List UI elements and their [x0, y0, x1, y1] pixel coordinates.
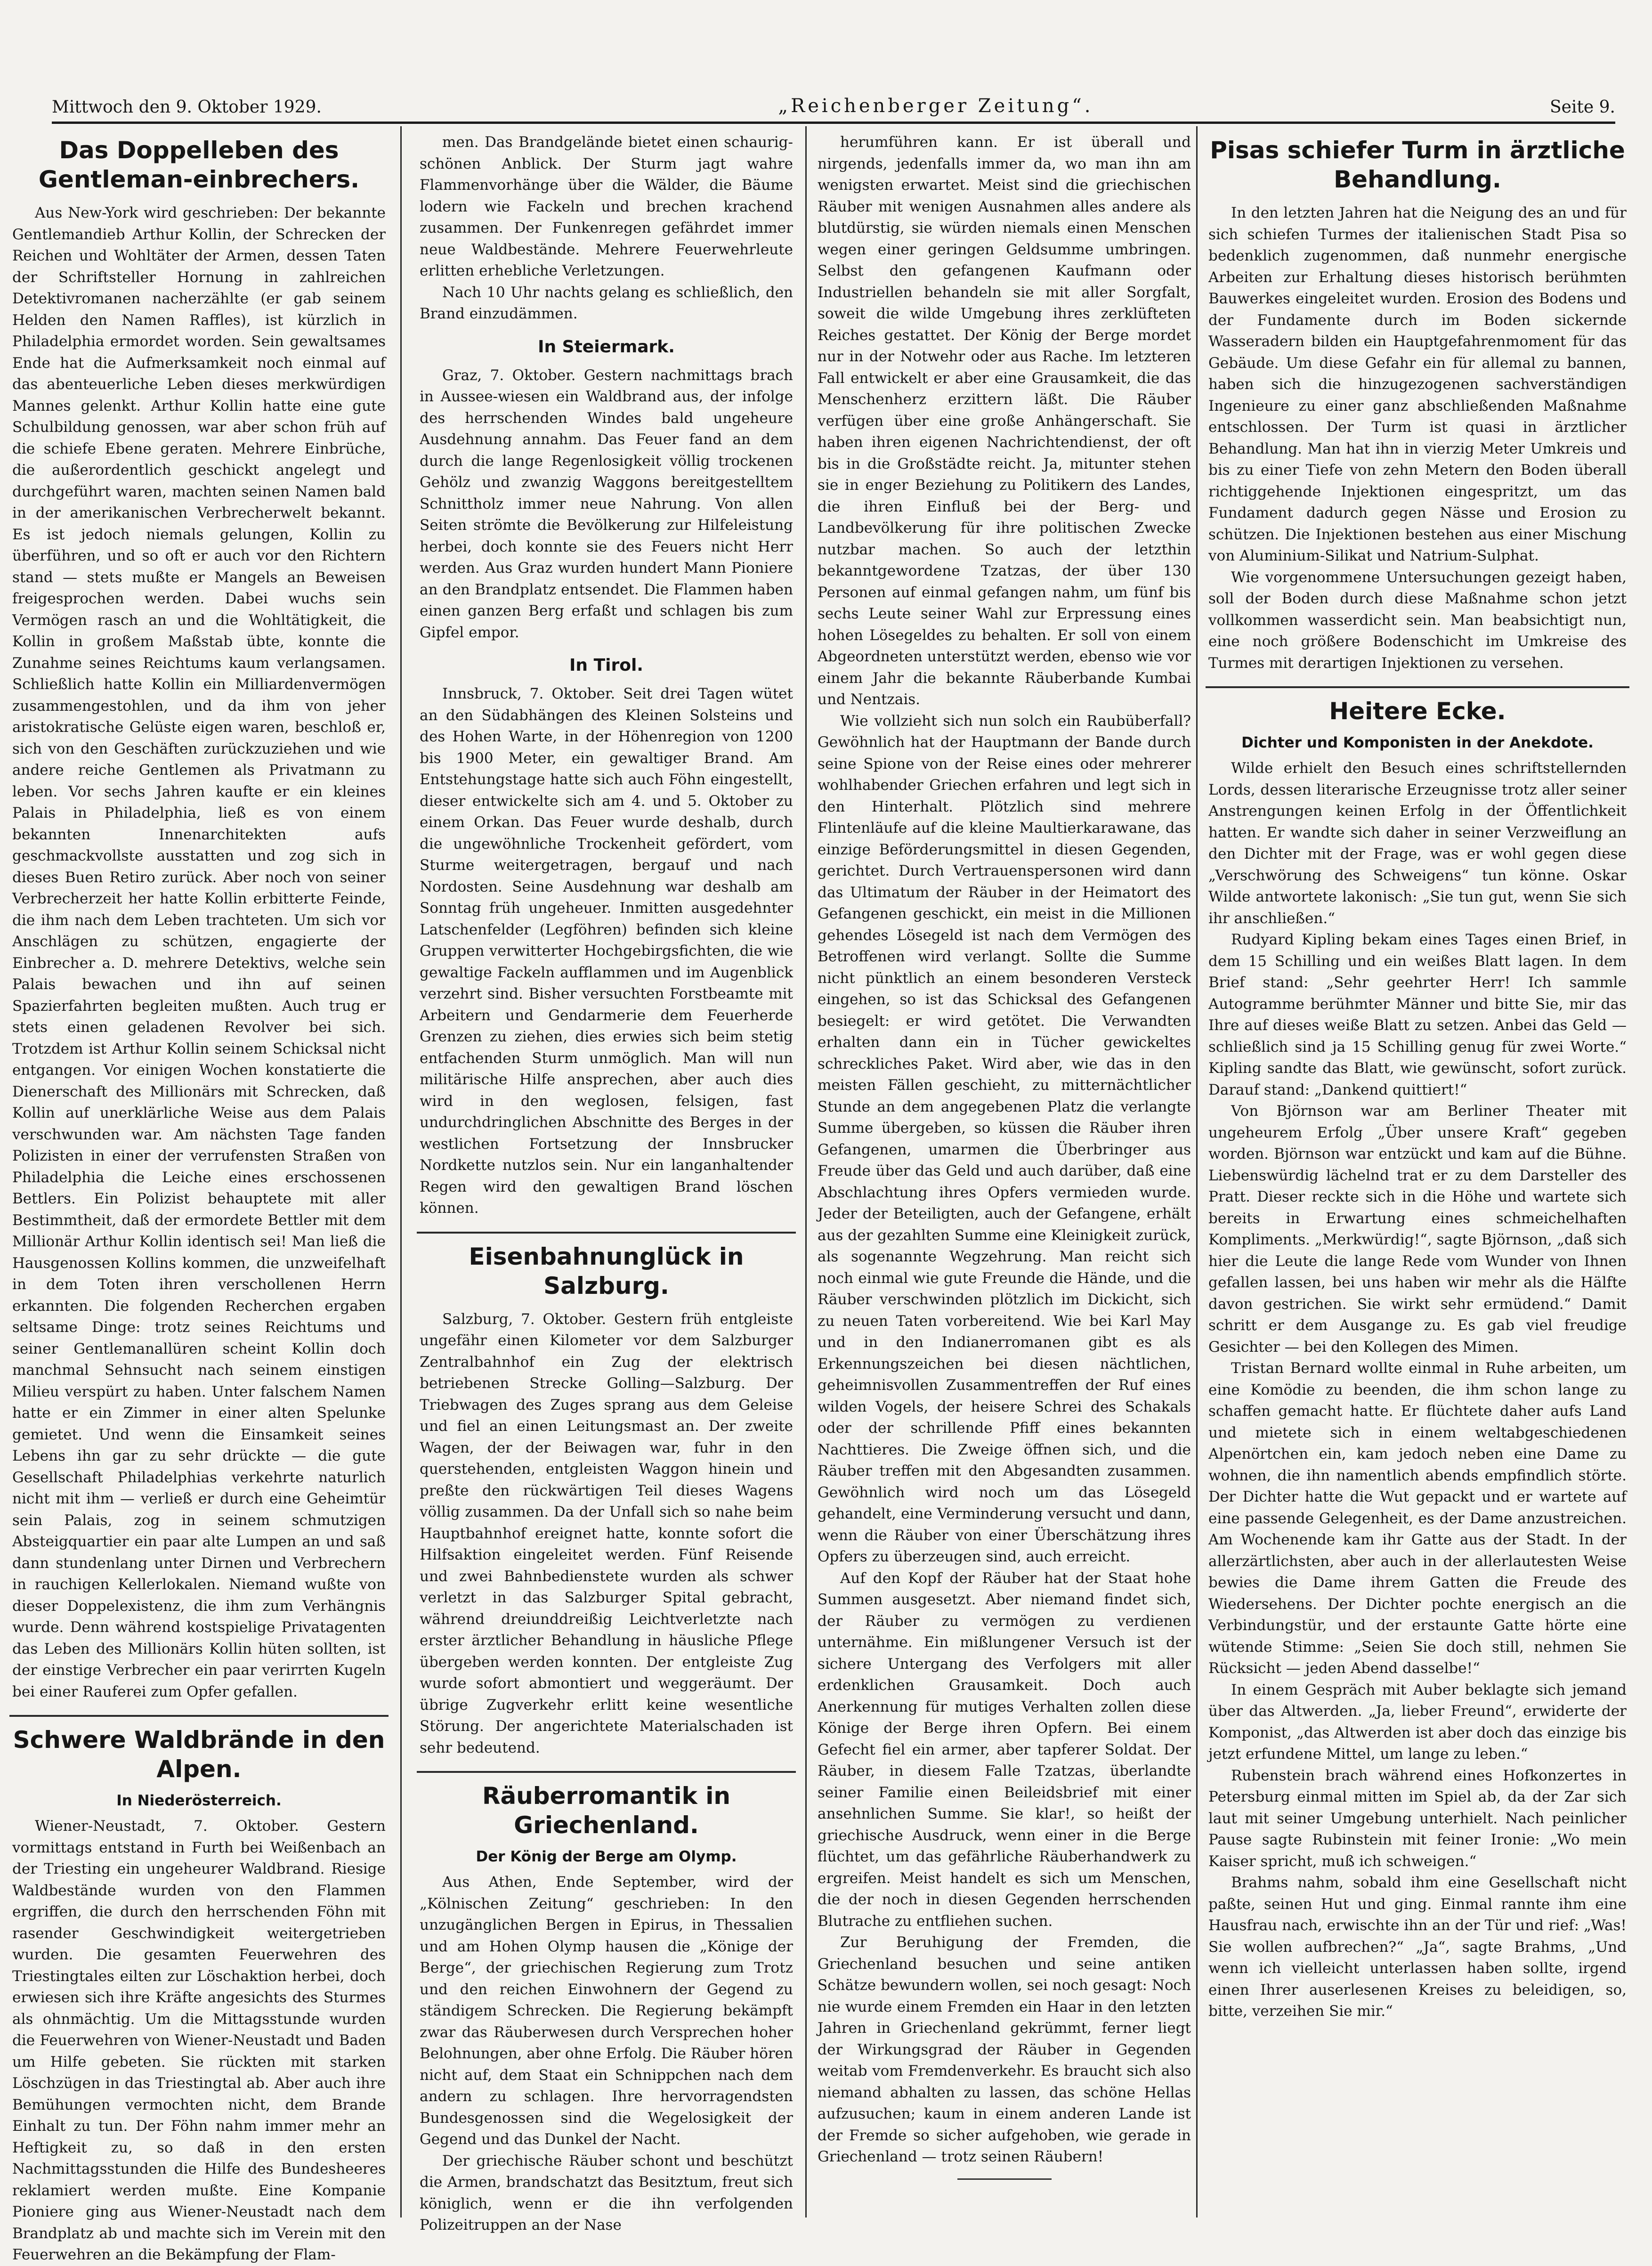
column-rule-3: [1196, 126, 1198, 2217]
header-masthead: „Reichenberger Zeitung“.: [778, 95, 1093, 117]
article-paragraph: men. Das Brandgelände bietet einen schaurig-schönen Anblick. Der Sturm jagt wahre Flammenvorhänge über die Wälder, die Bäume lodern wie Fackeln und brechen krachend zusammen. Der Funkenregen gefährdet immer neue Waldbestände. Mehrere Feuerwehrleute erlitten erhebliche Verletzungen.: [420, 134, 793, 279]
article-paragraph: Graz, 7. Oktober. Gestern nachmittags brach in Aussee-wiesen ein Waldbrand aus, der infolge des herrschenden Windes bald ungeheure Ausdehnung annahm. Das Feuer fand an dem durch die lange Regenlosigkeit völlig trockenen Gehölz und zwanzig Waggons bereitgestelltem Schnittholz immer neue Nahrung. Von allen Seiten strömte die Bevölkerung zur Hilfeleistung herbei, doch konnte sie des Feuers nicht Herr werden. Aus Graz wurden hundert Mann Pioniere an den Brandplatz entsendet. Die Flammen haben einen ganzen Berg erfaßt und schlagen bis zum Gipfel empor.: [420, 366, 793, 641]
article-subtitle: Dichter und Komponisten in der Anekdote.: [1241, 734, 1594, 751]
section-subheading: In Niederösterreich.: [116, 1792, 282, 1809]
article-paragraph: Rudyard Kipling bekam eines Tages einen Brief, in dem 15 Schilling und ein weißes Blatt lagen. In dem Brief stand: „Sehr geehrter Herr! Ich sammle Autogramme berühmter Männer und bitte Sie, mir das Ihre auf dieses weiße Blatt zu setzen. Anbei das Geld — schließlich sind ja 15 Schilling genug für zwei Worte.“ Kipling sandte das Blatt, wie gewünscht, sofort zurück. Darauf stand: „Dankend quittiert!“: [1208, 931, 1627, 1098]
header-rule: [52, 122, 1615, 124]
article-paragraph: Auf den Kopf der Räuber hat der Staat hohe Summen ausgesetzt. Aber niemand findet sich, der Räuber zu vermögen zu verdienen unternähme. Ein mißlungener Versuch ist der sichere Untergang des Verfolgers mit aller erdenklichen Grausamkeit. Doch auch Anerkennung für mutiges Verhalten zollen diese Könige der Berge ihren Opfern. Bei einem Gefecht fiel ein armer, aber tapferer Soldat. Der Räuber, in diesem Falle Tzatzas, überlandte seiner Familie einen Beileidsbrief mit einer ansehnlichen Summe. Sie klar!, so heißt der griechische Ausdruck, wenn einer in die Berge flüchtet, um das gefährliche Räuberhandwerk zu ergreifen. Meist handelt es sich um Menschen, die der noch in diesen Gegenden herrschenden Blutrache zu entfliehen suchen.: [818, 1569, 1191, 1930]
article-paragraph: Der griechische Räuber schont und beschützt die Armen, brandschatzt das Besitztum, freut sich königlich, wenn er die ihn verfolgenden Polizeitruppen an der Nase: [420, 2152, 793, 2234]
article-title: Heitere Ecke.: [1329, 698, 1506, 725]
article-paragraph: Tristan Bernard wollte einmal in Ruhe arbeiten, um eine Komödie zu beenden, die ihm schon lange zu schaffen gemacht hatte. Er flüchtete daher aufs Land und mietete sich in einem weltabgeschiedenen Alpenörtchen ein, kam jedoch neben eine Dame zu wohnen, die ihn namentlich abends empfindlich störte. Der Dichter hatte die Wut gepackt und er wartete auf eine passende Gelegenheit, es der Dame anzustreichen. Am Wochenende kam ihr Gatte aus der Stadt. In der allerzärtlichsten, aber auch in der allerlautesten Weise bewies die Dame ihrem Gatten die Freude des Wiedersehens. Der Dichter pochte energisch an die Verbindungstür, und der erstaunte Gatte hörte eine wütende Stimme: „Seien Sie doch still, nehmen Sie Rücksicht — jeden Abend dasselbe!“: [1208, 1360, 1627, 1677]
article-subtitle: Der König der Berge am Olymp.: [476, 1848, 737, 1865]
article-title: Das Doppelleben des Gentleman-einbrechers.: [38, 137, 360, 193]
article-paragraph: herumführen kann. Er ist überall und nirgends, jedenfalls immer da, wo man ihn am wenigsten erwartet. Meist sind die griechischen Räuber mit wenigen Ausnahmen alles andere als blutdürstig, sie würden niemals einen Menschen wegen einer geringen Geldsumme umbringen. Selbst den gefangenen Kaufmann oder Industriellen behandeln sie mit aller Sorgfalt, soweit die wilde Umgebung ihres zerklüfteten Reiches gestattet. Der König der Berge mordet nur in der Notwehr oder aus Rache. Im letzteren Fall entwickelt er aber eine Grausamkeit, die das Menschenherz erzittern läßt. Die Räuber verfügen über eine große Anhängerschaft. Sie haben ihren eigenen Nachrichtendienst, der oft bis in die Großstädte reicht. Ja, mitunter stehen sie in enger Beziehung zu Politikern des Landes, die ihren Einfluß bei der Berg- und Landbevölkerung für ihre politischen Zwecke nutzbar machen. So auch der letzthin bekanntgewordene Tzatzas, der über 130 Personen auf einmal gefangen nahm, um fünf bis sechs Leute seiner Wahl zur Erpressung eines hohen Lösegeldes zu behalten. Er soll von einem Abgeordneten unterstützt werden, ebenso wie vor einem Jahr die bekannte Räuberbande Kumbai und Nentzais.: [818, 134, 1191, 708]
section-subheading: In Steiermark.: [538, 337, 675, 357]
header-date: Mittwoch den 9. Oktober 1929.: [52, 97, 322, 117]
article-divider: [9, 1715, 389, 1717]
article-divider: [417, 1771, 796, 1773]
article-title: Schwere Waldbrände in den Alpen.: [13, 1726, 385, 1783]
column-rule-2: [805, 126, 807, 2217]
page-header: [52, 84, 1615, 117]
article-paragraph: Innsbruck, 7. Oktober. Seit drei Tagen wütet an den Südabhängen des Kleinen Solsteins und des Hohen Warte, in der Höhenregion von 1200 bis 1900 Meter, ein gewaltiger Brand. Am Entstehungstage hatte sich auch Föhn eingestellt, dieser entwickelte sich am 4. und 5. Oktober zu einem Orkan. Das Feuer wurde deshalb, durch die ungewöhnliche Trockenheit gefördert, vom Sturme weitergetragen, bergauf und nach Nordosten. Seine Ausdehnung war deshalb am Sonntag früh ungeheuer. Inmitten ausgedehnter Latschenfelder (Legföhren) befinden sich kleine Gruppen verwitterter Hochgebirgsfichten, die wie gewaltige Fackeln aufflammen und im Augenblick verzehrt sind. Bisher versuchten Forstbeamte mit Arbeitern und Gendarmerie dem Feuerherde Grenzen zu ziehen, dies erwies sich beim stetig entfachenden Sturm unmöglich. Man will nun militärische Hilfe ansprechen, aber auch dies wird in den weglosen, felsigen, fast undurchdringlichen Abschnitte des Berges in der westlichen Fortsetzung der Innsbrucker Nordkette nutzlos sein. Nur ein langanhaltender Regen wird den gewaltigen Brand löschen können.: [420, 685, 793, 1217]
article-paragraph: Nach 10 Uhr nachts gelang es schließlich, den Brand einzudämmen.: [420, 284, 793, 322]
column-rule-1: [400, 126, 402, 2217]
article-paragraph: In den letzten Jahren hat die Neigung des an und für sich schiefen Turmes der italienischen Stadt Pisa so bedenklich zugenommen, daß nunmehr energische Arbeiten zur Erhaltung dieses historisch berühmten Bauwerkes eingeleitet wurden. Erosion des Bodens und der Fundamente durch im Boden sickernde Wasseradern bilden ein Hauptgefahrenmoment für das Gebäude. Um diese Gefahr ein für allemal zu bannen, haben sich die hinzugezogenen sachverständigen Ingenieure zu einer ganz abschließenden Maßnahme entschlossen. Der Turm ist quasi in ärztlicher Behandlung. Man hat ihn in vierzig Meter Umkreis und bis zu einer Tiefe von zehn Metern den Boden überall richtiggehende Injektionen eingespritzt, um das Fundament dadurch gegen Nässe und Erosion zu schützen. Die Injektionen bestehen aus einer Mischung von Aluminium-Silikat und Natrium-Sulphat.: [1208, 204, 1627, 564]
article-paragraph: Wie vollzieht sich nun solch ein Raubüberfall? Gewöhnlich hat der Hauptmann der Bande durch seine Spione von der Reise eines oder mehrerer wohlhabender Griechen erfahren und legt sich in den Hinterhalt. Plötzlich sind mehrere Flintenläufe auf die kleine Maultierkarawane, das einzige Beförderungsmittel in diesen Gegenden, gerichtet. Durch Vertrauenspersonen wird dann das Ultimatum der Räuber in der Heimatort des Gefangenen geschickt, ein meist in die Millionen gehendes Lösegeld ist nach dem Vermögen des Betroffenen wird verlangt. Sollte die Summe nicht pünktlich an einem besonderen Versteck eingehen, so ist das Schicksal des Gefangenen besiegelt: er wird getötet. Die Verwandten erhalten dann ein in Tücher gewickeltes schreckliches Paket. Wird aber, wie das in den meisten Fällen geschieht, zu mitternächtlicher Stunde an dem angegebenen Platz die verlangte Summe übergeben, so küssen die Räuber ihren Gefangenen, umarmen die Überbringer aus Freude über das Geld und auch darüber, daß eine Abschlachtung ihres Opfers vermieden wurde. Jeder der Beteiligten, auch der Gefangene, erhält aus der gezahlten Summe eine Kleinigkeit zurück, als sogenannte Wegzehrung. Man reicht sich noch einmal wie gute Freunde die Hände, und die Räuber verschwinden plötzlich im Dickicht, sich zu neuen Taten vorbereitend. Wie bei Karl May und in den Indianerromanen gibt es als Erkennungszeichen bei diesen nächtlichen, geheimnisvollen Zusammentreffen der Ruf eines wilden Vogels, der heisere Schrei des Schakals oder der schrillende Pfiff eines bekannten Nachttieres. Die Zweige öffnen sich, und die Räuber treffen mit den Abgesandten zusammen. Gewöhnlich wird noch um das Lösegeld gehandelt, eine Verminderung versucht und dann, wenn die Räuber von einer Überschätzung ihres Opfers zu überzeugen sind, auch erreicht.: [818, 712, 1191, 1565]
column-3: [815, 126, 1194, 2217]
article-title: Räuberromantik in Griechenland.: [482, 1782, 731, 1839]
article-paragraph: Von Björnson war am Berliner Theater mit ungeheurem Erfolg „Über unsere Kraft“ gegeben worden. Björnson war entzückt und kam auf die Bühne. Liebenswürdig lächelnd trat er zu dem Darsteller des Pratt. Dieser reckte sich in die Höhe und wartete sich bereits in Erwartung eines schmeichelhaften Kompliments. „Merkwürdig!“, sagte Björnson, „daß sich hier die Leute die lange Rede vom Wunder von Ihnen gefallen lassen, bei uns haben wir mehr als die Hälfte davon gestrichen. Sie wirkt sehr ermüdend.“ Damit schritt er dem Ausgange zu. Es gab viel freudige Gesichter — bei den Kollegen des Mimen.: [1208, 1103, 1627, 1356]
section-subheading: In Tirol.: [569, 656, 643, 675]
article-divider: [1206, 686, 1629, 688]
article-paragraph: Wilde erhielt den Besuch eines schriftstellernden Lords, dessen literarische Erzeugnisse trotz aller seiner Anstrengungen keinen Erfolg in der Öffentlichkeit hatten. Er wandte sich daher in seiner Verzweiflung an den Dichter mit der Frage, was er wohl gegen diese „Verschwörung des Schweigens“ tun könne. Oskar Wilde antwortete lakonisch: „Sie tun gut, wenn Sie sich ihr anschließen.“: [1208, 760, 1627, 927]
article-paragraph: In einem Gespräch mit Auber beklagte sich jemand über das Altwerden. „Ja, lieber Freund“, erwiderte der Komponist, „das Altwerden ist aber doch das einzige bis jetzt erfundene Mittel, um lange zu leben.“: [1208, 1681, 1627, 1762]
header-page-number: Seite 9.: [1549, 97, 1615, 117]
end-of-article-rule: [957, 2178, 1052, 2180]
column-2: [417, 126, 796, 2234]
article-paragraph: Salzburg, 7. Oktober. Gestern früh entgleiste ungefähr einen Kilometer vor dem Salzburger Zentralbahnhof ein Zug der elektrisch betriebenen Strecke Golling—Salzburg. Der Triebwagen des Zuges sprang aus dem Geleise und fiel an einen Leitungsmast an. Der zweite Wagen, der der Beiwagen war, fuhr in den querstehenden, entgleisten Waggon hinein und preßte den rückwärtigen Teil dieses Wagens völlig zusammen. Da der Unfall sich so nahe beim Hauptbahnhof ereignet hatte, konnte sofort die Hilfsaktion eingeleitet werden. Fünf Reisende und zwei Bahnbedienstete wurden als schwer verletzt in das Salzburger Spital gebracht, während dreiunddreißig Leichtverletzte nach erster ärztlicher Behandlung in häusliche Pflege übergeben werden konnten. Der entgleiste Zug wurde sofort abmontiert und weggeräumt. Der übrige Zugverkehr erlitt keine wesentliche Störung. Der angerichtete Materialschaden ist sehr bedeutend.: [420, 1310, 793, 1756]
article-title: Pisas schiefer Turm in ärztliche Behandlung.: [1210, 137, 1625, 193]
article-title: Eisenbahnunglück in Salzburg.: [469, 1243, 744, 1299]
article-paragraph: Aus Athen, Ende September, wird der „Kölnischen Zeitung“ geschrieben: In den unzugänglichen Bergen in Epirus, in Thessalien und am Hohen Olymp hausen die „Könige der Berge“, der griechischen Regierung zum Trotz und den reichen Einwohnern der Gegend zu ständigem Schrecken. Die Regierung bekämpft zwar das Räuberwesen durch Versprechen hoher Belohnungen, aber ohne Erfolg. Die Räuber hören nicht auf, dem Staat ein Schnippchen nach dem andern zu schlagen. Ihre hervorragendsten Bundesgenossen sind die Wegelosigkeit der Gegend und das Dunkel der Nacht.: [420, 1874, 793, 2148]
article-paragraph: Rubenstein brach während eines Hofkonzertes in Petersburg einmal mitten im Spiel ab, da der Zar sich laut mit seiner Umgebung unterhielt. Nach peinlicher Pause sagte Rubinstein mit feiner Ironie: „Wo mein Kaiser spricht, muß ich schweigen.“: [1208, 1767, 1627, 1870]
article-divider: [417, 1232, 796, 1234]
article-paragraph: Wie vorgenommene Untersuchungen gezeigt haben, soll der Boden durch diese Maßnahme schon jetzt vollkommen wasserdicht sein. Man beabsichtigt nun, eine noch größere Bodenschicht im Umkreise des Turmes mit derartigen Injektionen zu versehen.: [1208, 569, 1627, 672]
article-paragraph: Aus New-York wird geschrieben: Der bekannte Gentlemandieb Arthur Kollin, der Schrecken der Reichen und Wohltäter der Armen, dessen Taten der Schriftsteller Hornung in zahlreichen Detektivromanen nacherzählte (er gab seinem Helden den Namen Raffles), ist kürzlich in Philadelphia ermordet worden. Sein gewaltsames Ende hat die Aufmerksamkeit noch einmal auf das abenteuerliche Leben dieses merkwürdigen Mannes gelenkt. Arthur Kollin hatte eine gute Schulbildung genossen, war aber schon früh auf die schiefe Ebene geraten. Mehrere Einbrüche, die außerordentlich geschickt angelegt und durchgeführt waren, machten seinen Namen bald in der amerikanischen Verbrecherwelt bekannt. Es ist jedoch niemals gelungen, Kollin zu überführen, und so oft er auch vor den Richtern stand — stets mußte er Mangels an Beweisen freigesprochen werden. Dabei wuchs sein Vermögen rasch an und die Wohltätigkeit, die Kollin in großem Maßstab übte, konnte die Zunahme seines Reichtums kaum verlangsamen. Schließlich hatte Kollin ein Milliardenvermögen zusammengestohlen, und da ihm von jeher aristokratische Gelüste eigen waren, beschloß er, sich von den Geschäften zurückzuziehen und wie andere reiche Gentlemen als Privatmann zu leben. Vor sechs Jahren kaufte er ein kleines Palais in Philadelphia, ließ es von einem bekannten Innenarchitekten aufs geschmackvollste ausstatten und zog sich in dieses Buen Retiro zurück. Aber noch von seiner Verbrecherzeit her hatte Kollin erbitterte Feinde, die ihm nach dem Leben trachteten. Um sich vor Anschlägen zu schützen, engagierte der Einbrecher a. D. mehrere Detektivs, welche sein Palais bewachen und ihn auf seinen Spazierfahrten begleiten mußten. Auch trug er stets einen geladenen Revolver bei sich. Trotzdem ist Arthur Kollin seinem Schicksal nicht entgangen. Vor einigen Wochen konstatierte die Dienerschaft des Millionärs mit Schrecken, daß Kollin auf unerklärliche Weise aus dem Palais verschwunden war. Am nächsten Tage fanden Polizisten in einer der verrufensten Straßen von Philadelphia die Leiche eines erschossenen Bettlers. Ein Polizist behauptete mit aller Bestimmtheit, daß der ermordete Bettler mit dem Millionär Arthur Kollin identisch sei! Man ließ die Hausgenossen Kollins kommen, die unzweifelhaft in dem Toten ihren verschollenen Herrn erkannten. Die folgenden Recherchen ergaben seltsame Dinge: trotz seines Reichtums und seiner Gentlemanallüren scheint Kollin doch manchmal Sehnsucht nach seinem einstigen Milieu verspürt zu haben. Unter falschem Namen hatte er ein Zimmer in einer alten Spelunke gemietet. Und wenn die Einsamkeit seines Lebens ihn gar zu sehr drückte — die gute Gesellschaft Philadelphias verkehrte naturlich nicht mit ihm — verließ er durch eine Geheimtür sein Palais, zog in seinem schmutzigen Absteigquartier ein paar alte Lumpen an und saß dann stundenlang unter Dirnen und Verbrechern in rauchigen Kellerlokalen. Niemand wußte von dieser Doppelexistenz, die ihm zum Verhängnis wurde. Denn während kostspielige Privatagenten das Leben des Millionärs Kollin hüten sollten, ist der einstige Verbrecher ein paar verirrten Kugeln bei einer Rauferei zum Opfer gefallen.: [12, 204, 386, 1700]
article-paragraph: Zur Beruhigung der Fremden, die Griechenland besuchen und seine antiken Schätze bewundern wollen, sei noch gesagt: Noch nie wurde einem Fremden ein Haar in den letzten Jahren in Griechenland gekrümmt, ferner liegt der Wirkungsgrad der Räuber in Gegenden weitab vom Fremdenverkehr. Es braucht sich also niemand abhalten zu lassen, das schöne Hellas aufzusuchen; kaum in einem anderen Lande ist der Fremde so sicher aufgehoben, wie gerade in Griechenland — trotz seinen Räubern!: [818, 1934, 1191, 2165]
column-1: [9, 126, 389, 2263]
article-paragraph: Wiener-Neustadt, 7. Oktober. Gestern vormittags entstand in Furth bei Weißenbach an der Triesting ein ungeheurer Waldbrand. Riesige Waldbestände wurden von den Flammen ergriffen, die durch den herrschenden Föhn mit rasender Geschwindigkeit weitergetrieben wurden. Die gesamten Feuerwehren des Triestingtales eilten zur Löschaktion herbei, doch erwiesen sich ihre Kräfte angesichts des Sturmes als ohnmächtig. Um die Mittagsstunde wurden die Feuerwehren von Wiener-Neustadt und Baden um Hilfe gebeten. Sie rückten mit starken Löschzügen in das Triestingtal ab. Aber auch ihre Bemühungen vermochten nicht, dem Brande Einhalt zu tun. Der Föhn nahm immer mehr an Heftigkeit zu, so daß in den ersten Nachmittagsstunden die Hilfe des Bundesheeres reklamiert werden mußte. Eine Kompanie Pioniere ging aus Wiener-Neustadt nach dem Brandplatz ab und machte sich im Verein mit den Feuerwehren an die Bekämpfung der Flam-: [12, 1818, 386, 2263]
column-4: [1206, 126, 1629, 2217]
article-paragraph: Brahms nahm, sobald ihm eine Gesellschaft nicht paßte, seinen Hut und ging. Einmal rannte ihm eine Hausfrau nach, erwischte ihn an der Tür und rief: „Was! Sie wollen aufbrechen?“ „Ja“, sagte Brahms, „Und wenn ich vielleicht unterlassen haben sollte, irgend einen Ihrer auserlesenen Kreises zu beleidigen, so, bitte, verzeihen Sie mir.“: [1208, 1874, 1627, 2020]
